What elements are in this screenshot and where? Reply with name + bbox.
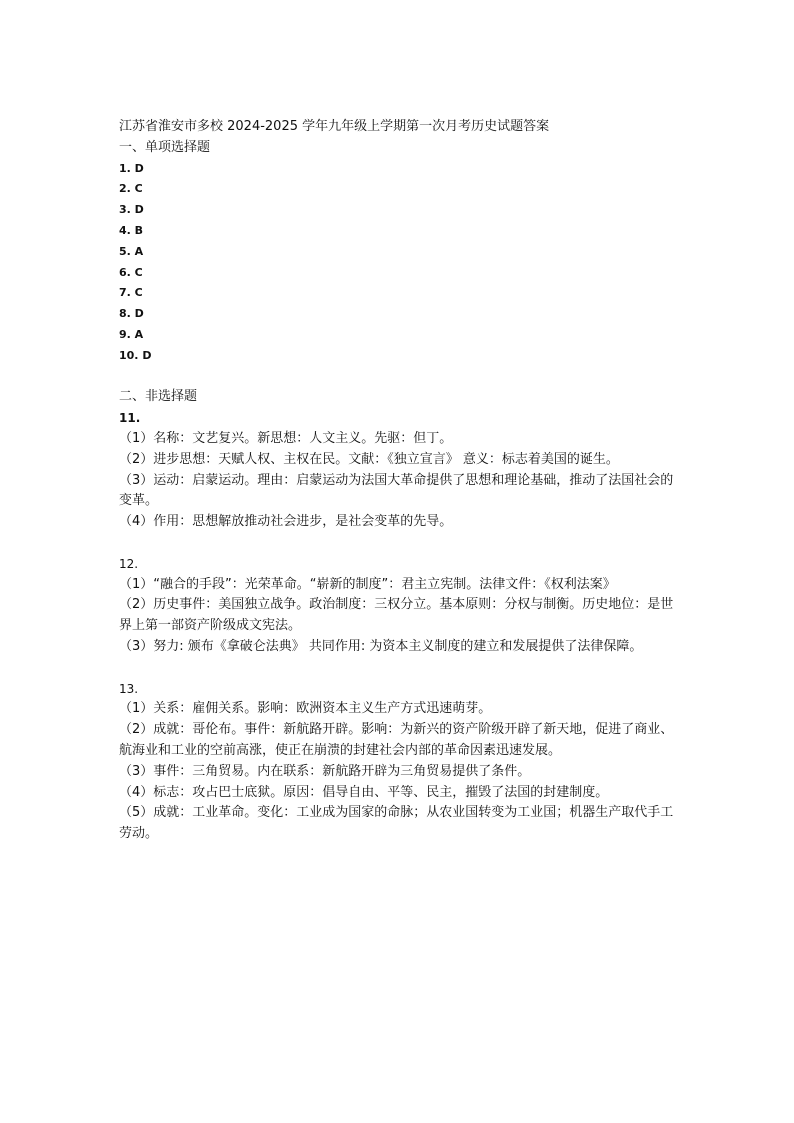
answer-line: （4）作用：思想解放推动社会进步，是社会变革的先导。 bbox=[119, 514, 453, 530]
document-page bbox=[119, 117, 679, 845]
section-heading-single-choice: 一、单项选择题 bbox=[119, 139, 211, 155]
answer-item: 8. D bbox=[119, 307, 144, 321]
answer-item: 7. C bbox=[119, 286, 143, 300]
answer-line: （1）名称：文艺复兴。新思想：人文主义。先驱：但丁。 bbox=[119, 430, 453, 446]
spacer bbox=[119, 367, 679, 388]
section-heading-non-choice: 二、非选择题 bbox=[119, 389, 198, 405]
answer-line: （5）成就：工业革命。变化：工业成为国家的命脉；从农业国转变为工业国；机器生产取代手工劳动。 bbox=[119, 805, 674, 842]
question-12 bbox=[119, 554, 679, 658]
answer-line: （2）进步思想：天赋人权、主权在民。文献：《独立宣言》 意义：标志着美国的诞生。 bbox=[119, 451, 619, 467]
question-number: 13. bbox=[119, 681, 139, 696]
answer-line: （1）“融合的手段”：光荣革命。“崭新的制度”：君主立宪制。法律文件：《权利法案》 bbox=[119, 576, 616, 592]
answer-line: （3）事件：三角贸易。内在联系：新航路开辟为三角贸易提供了条件。 bbox=[119, 763, 531, 779]
answer-item: 2. C bbox=[119, 182, 143, 196]
answer-line: （4）标志：攻占巴士底狱。原因：倡导自由、平等、民主，摧毁了法国的封建制度。 bbox=[119, 784, 609, 800]
answer-line: （3）努力: 颁布《拿破仑法典》 共同作用: 为资本主义制度的建立和发展提供了法律保障。 bbox=[119, 638, 643, 654]
answer-line: （2）成就：哥伦布。事件：新航路开辟。影响：为新兴的资产阶级开辟了新天地，促进了商业、航海业和工业的空前高涨，使正在崩溃的封建社会内部的革命因素迅速发展。 bbox=[119, 722, 674, 758]
answer-line: （2）历史事件：美国独立战争。政治制度：三权分立。基本原则：分权与制衡。历史地位：是世界上第一部资产阶级成文宪法。 bbox=[119, 597, 674, 634]
document-title: 江苏省淮安市多校 2024-2025 学年九年级上学期第一次月考历史试题答案 bbox=[119, 119, 550, 134]
answer-line: （3）运动：启蒙运动。理由：启蒙运动为法国大革命提供了思想和理论基础，推动了法国社会的变革。 bbox=[119, 472, 674, 509]
spacer bbox=[119, 533, 679, 554]
question-number: 11. bbox=[119, 411, 141, 426]
question-11 bbox=[119, 408, 679, 533]
answer-list bbox=[119, 159, 679, 367]
question-number: 12. bbox=[119, 556, 139, 571]
question-13 bbox=[119, 679, 679, 845]
answer-item: 9. A bbox=[119, 327, 144, 341]
answer-item: 1. D bbox=[119, 161, 144, 175]
answer-item: 5. A bbox=[119, 244, 144, 258]
spacer bbox=[119, 658, 679, 679]
answer-item: 6. C bbox=[119, 265, 143, 279]
answer-item: 10. D bbox=[119, 348, 152, 362]
answer-item: 3. D bbox=[119, 203, 144, 217]
answer-line: （1）关系：雇佣关系。影响：欧洲资本主义生产方式迅速萌芽。 bbox=[119, 701, 492, 717]
answer-item: 4. B bbox=[119, 223, 144, 237]
